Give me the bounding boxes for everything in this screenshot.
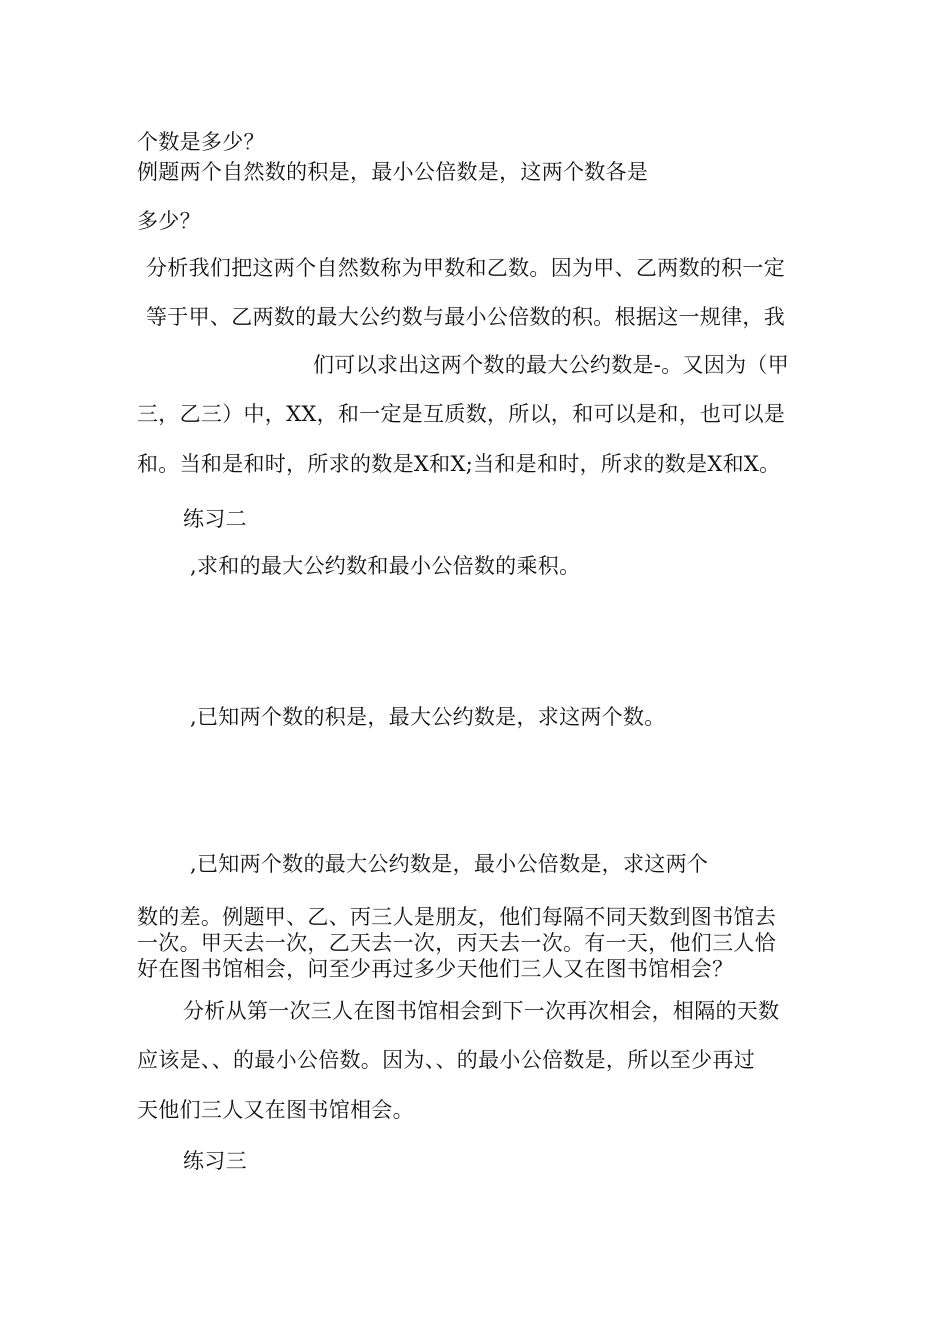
text-line-18: 天他们三人又在图书馆相会。	[137, 1098, 414, 1122]
text-line-7: 三，乙三）中，XX，和一定是互质数，所以，和可以是和，也可以是	[137, 402, 786, 426]
exercise-2-item-3: ,已知两个数的最大公约数是，最小公倍数是，求这两个	[190, 852, 709, 876]
exercise-2-item-2: ,已知两个数的积是，最大公约数是，求这两个数。	[190, 705, 666, 729]
text-line-4: 分析我们把这两个自然数称为甲数和乙数。因为甲、乙两数的积一定	[146, 256, 785, 280]
text-line-6: 们可以求出这两个数的最大公约数是-。又因为（甲	[313, 353, 789, 377]
text-line-13: 数的差。例题甲、乙、丙三人是朋友，他们每隔不同天数到图书馆去	[137, 905, 776, 929]
text-line-16: 分析从第一次三人在图书馆相会到下一次再次相会，相隔的天数	[183, 999, 780, 1023]
section-heading-practice-2: 练习二	[183, 507, 247, 531]
text-line-3: 多少？	[137, 209, 201, 233]
text-line-8: 和。当和是和时，所求的数是X和X;当和是和时，所求的数是X和X。	[137, 452, 781, 476]
text-line-15: 好在图书馆相会，问至少再过多少天他们三人又在图书馆相会？	[137, 957, 734, 981]
text-line-5: 等于甲、乙两数的最大公约数与最小公倍数的积。根据这一规律，我	[146, 305, 785, 329]
exercise-2-item-1: ,求和的最大公约数和最小公倍数的乘积。	[190, 554, 581, 578]
text-line-1: 个数是多少？	[137, 130, 265, 154]
text-line-2: 例题两个自然数的积是，最小公倍数是，这两个数各是	[137, 160, 649, 184]
section-heading-practice-3: 练习三	[183, 1149, 247, 1173]
text-line-17: 应该是、、的最小公倍数。因为、、的最小公倍数是，所以至少再过	[137, 1048, 755, 1072]
text-line-14: 一次。甲天去一次，乙天去一次，丙天去一次。有一天，他们三人恰	[137, 931, 776, 955]
